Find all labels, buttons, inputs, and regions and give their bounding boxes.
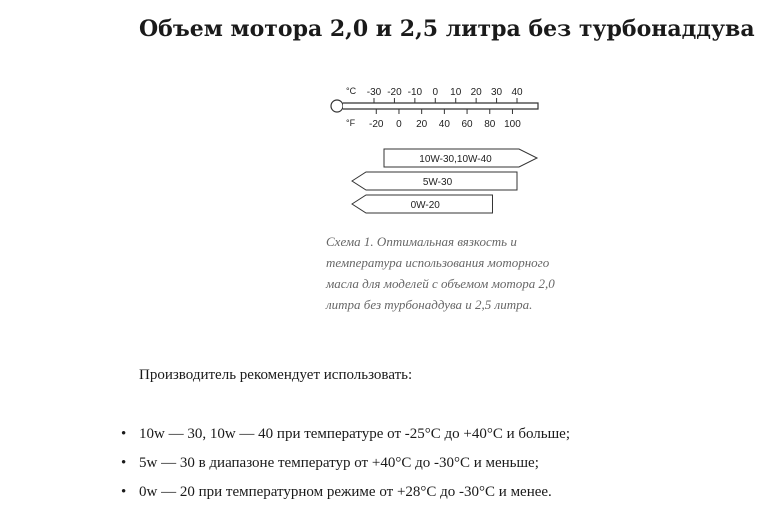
list-item bbox=[118, 420, 570, 449]
fahrenheit-tick-label: 0 bbox=[396, 119, 402, 130]
viscosity-bar-label: 5W-30 bbox=[422, 177, 453, 188]
figure-caption: Схема 1. Оптимальная вязкость и температура использования моторного масла для моделей с объемом мотора 2,0 литра без турбонаддува и 2,5 литра. bbox=[326, 234, 555, 312]
celsius-tick-label: 0 bbox=[432, 87, 439, 98]
page-title: Объем мотора 2,0 и 2,5 литра без турбонаддува bbox=[139, 16, 755, 42]
list-item bbox=[118, 449, 570, 478]
fahrenheit-unit-label: °F bbox=[346, 118, 356, 128]
bullet-icon: • bbox=[121, 484, 127, 500]
celsius-tick-label: 20 bbox=[470, 87, 482, 98]
fahrenheit-tick-label: 60 bbox=[461, 119, 473, 130]
list-item-text: 10w — 30, 10w — 40 при температуре от -25°C до +40°C и больше; bbox=[139, 426, 571, 442]
list-item-text: 5w — 30 в диапазоне температур от +40°C до -30°C и меньше; bbox=[139, 455, 539, 471]
viscosity-bar-label: 0W-20 bbox=[410, 200, 440, 211]
fahrenheit-tick-label: 80 bbox=[484, 119, 496, 130]
celsius-scale bbox=[367, 87, 523, 103]
celsius-tick-label: -30 bbox=[366, 87, 382, 98]
celsius-unit-label: °C bbox=[346, 86, 357, 96]
celsius-tick-label: 40 bbox=[511, 87, 523, 98]
fahrenheit-tick-label: 40 bbox=[438, 119, 450, 130]
viscosity-bar-label: 10W-30,10W-40 bbox=[419, 154, 492, 165]
recommendation-list bbox=[118, 420, 570, 507]
list-item bbox=[118, 478, 570, 507]
viscosity-temperature-diagram bbox=[322, 78, 552, 220]
celsius-tick-label: 30 bbox=[491, 87, 503, 98]
intro-text: Производитель рекомендует использовать: bbox=[139, 367, 413, 383]
fahrenheit-scale bbox=[369, 109, 521, 130]
celsius-tick-label: -20 bbox=[387, 87, 402, 98]
fahrenheit-tick-label: 20 bbox=[416, 119, 428, 130]
bullet-icon: • bbox=[121, 426, 127, 442]
bullet-icon: • bbox=[121, 455, 127, 471]
list-item-text: 0w — 20 при температурном режиме от +28°C до -30°C и менее. bbox=[139, 484, 552, 500]
fahrenheit-tick-label: -20 bbox=[369, 119, 384, 130]
diagram-svg bbox=[322, 78, 552, 220]
celsius-tick-label: 10 bbox=[450, 87, 462, 98]
thermometer-bulb-icon bbox=[331, 100, 343, 112]
thermometer-tube bbox=[343, 103, 538, 109]
fahrenheit-tick-label: 100 bbox=[504, 119, 521, 130]
viscosity-bars bbox=[352, 149, 537, 213]
celsius-tick-label: -10 bbox=[407, 87, 423, 98]
